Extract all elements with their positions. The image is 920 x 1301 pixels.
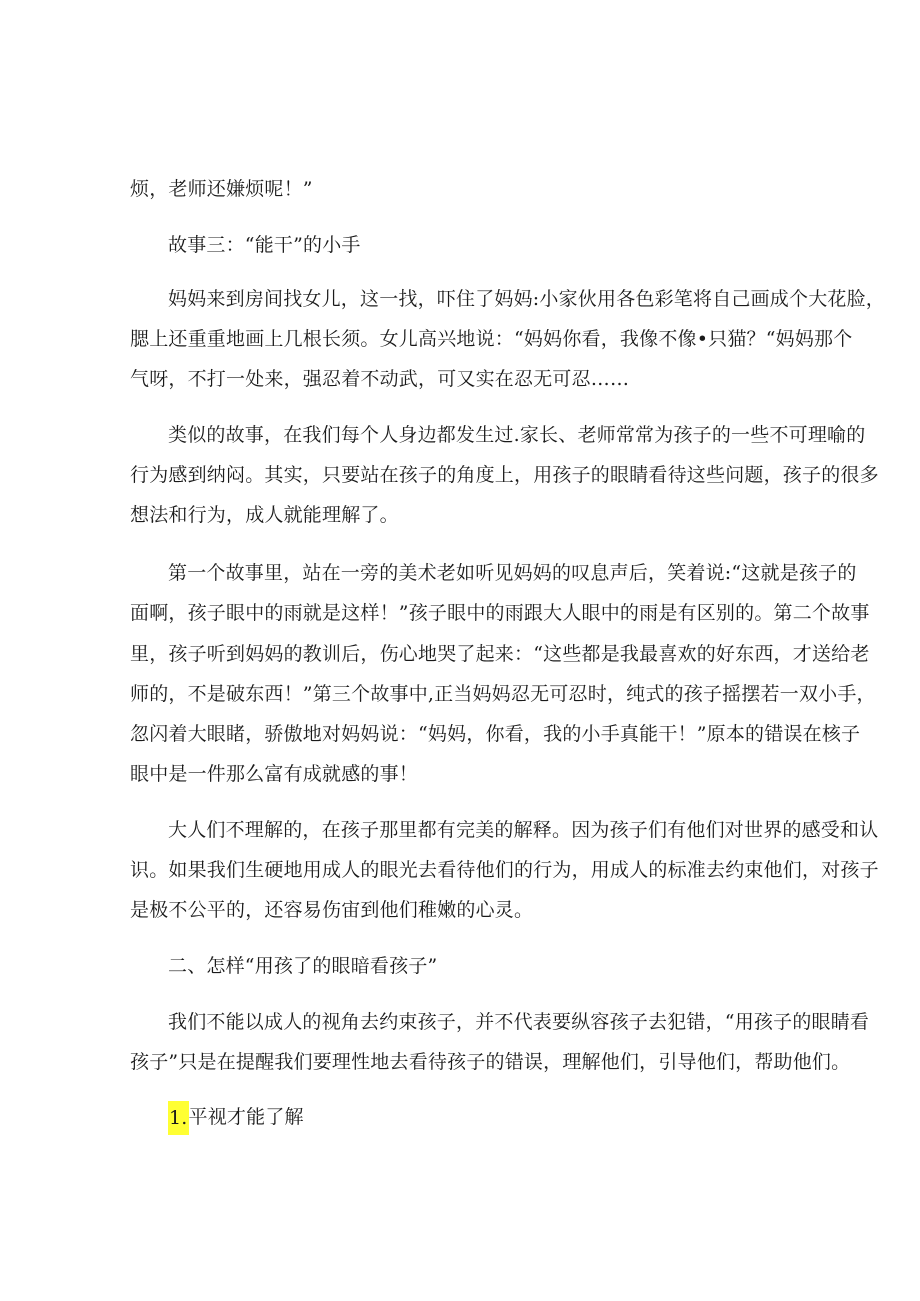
paragraph-line: 第一个故事里，站在一旁的美术老如听见妈妈的叹息声后，笑着说:“这就是孩子的 bbox=[168, 562, 857, 584]
paragraph-line: 我们不能以成人的视角去约束孩子，并不代表要纵容孩子去犯错，“用孩子的眼睛看 bbox=[168, 1011, 870, 1033]
paragraph-line: 识。如果我们生硬地用成人的眼光去看待他们的行为，用成人的标准去约束他们，对孩子 bbox=[130, 859, 879, 881]
paragraph-line: 气呀，不打一处来，强忍着不动武，可又实在忍无可忍…… bbox=[130, 368, 630, 390]
paragraph-line: 类似的故事，在我们每个人身边都发生过.家长、老师常常为孩子的一些不可理喻的 bbox=[168, 424, 866, 446]
section-two-heading: 二、怎样“用孩了的眼暗看孩子” bbox=[168, 955, 438, 977]
paragraph-line: 妈妈来到房间找女儿，这一找，吓住了妈妈:小家伙用各色彩笔将自己画成个大花脸， bbox=[168, 288, 886, 310]
paragraph-line: 是极不公平的，还容易伤宙到他们稚嫩的心灵。 bbox=[130, 899, 534, 921]
highlighted-number: 1. bbox=[168, 1101, 189, 1135]
paragraph-line: 眼中是一件那么富有成就感的事！ bbox=[130, 763, 419, 785]
paragraph-line: 面啊，孩子眼中的雨就是这样！”孩子眼中的雨跟大人眼中的雨是有区别的。第二个故事 bbox=[130, 602, 870, 624]
paragraph-line: 孩子”只是在提醒我们要理性地去看待孩子的错误，理解他们，引导他们，帮助他们。 bbox=[130, 1051, 851, 1073]
paragraph-line: 腮上还重重地画上几根长须。女儿高兴地说：“妈妈你看，我像不像•只猫？“妈妈那个 bbox=[130, 328, 853, 350]
paragraph-line: 行为感到纳闷。其实，只要站在孩子的角度上，用孩子的眼睛看待这些问题，孩子的很多 bbox=[130, 464, 879, 486]
paragraph-line: 想法和行为，成人就能理解了。 bbox=[130, 504, 399, 526]
paragraph-line: 大人们不理解的，在孩子那里都有完美的解释。因为孩子们有他们对世界的感受和认 bbox=[168, 819, 879, 841]
paragraph-line: 里，孩子听到妈妈的教训后，伤心地哭了起来：“这些都是我最喜欢的好东西，才送给老 bbox=[130, 643, 870, 665]
story-three-title: 故事三：“能干”的小手 bbox=[168, 234, 361, 256]
paragraph-line: 烦，老师还嫌烦呢！” bbox=[130, 178, 313, 200]
paragraph-line: 忽闪着大眼睹，骄傲地对妈妈说：“妈妈，你看，我的小手真能干！”原本的错误在核子 bbox=[130, 723, 861, 745]
subheading-1 bbox=[168, 1100, 795, 1136]
subheading-text: 平视才能了解 bbox=[188, 1106, 304, 1128]
paragraph-line: 师的，不是破东西！”第三个故事中,正当妈妈忍无可忍时，纯式的孩子摇摆若一双小手， bbox=[130, 683, 876, 705]
